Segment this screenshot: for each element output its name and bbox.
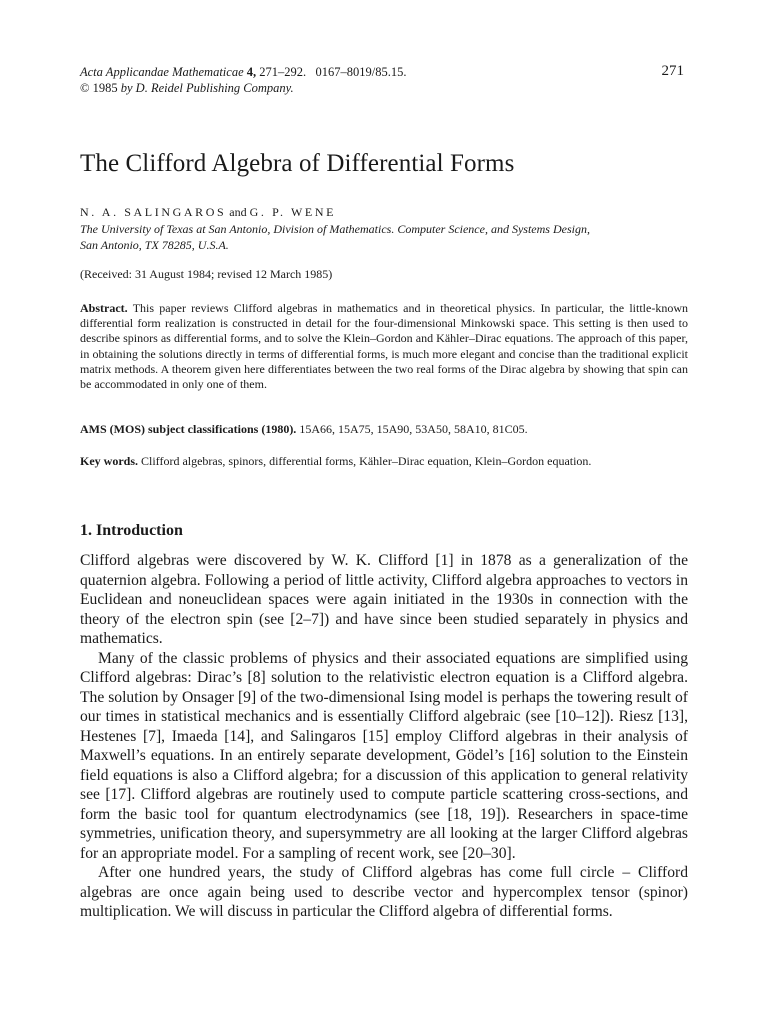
affiliation-line-2: San Antonio, TX 78285, U.S.A. xyxy=(80,238,229,252)
section-heading: 1. Introduction xyxy=(80,522,183,539)
copyright-year: 1985 xyxy=(92,81,118,95)
abstract xyxy=(80,301,688,392)
copyright-publisher: by D. Reidel Publishing Company. xyxy=(120,81,294,95)
author-2: G. P. WENE xyxy=(249,205,337,219)
ams-label: AMS (MOS) subject classifications (1980). xyxy=(80,422,297,436)
journal-pages-issn: 271–292. 0167–8019/85.15. xyxy=(259,65,407,79)
received-dates: (Received: 31 August 1984; revised 12 March 1985) xyxy=(80,267,333,281)
keywords-text: Clifford algebras, spinors, differential forms, Kähler–Dirac equation, Klein–Gordon equation. xyxy=(141,454,592,468)
affiliation-line-1: The University of Texas at San Antonio, Division of Mathematics. Computer Science, and Systems Design, xyxy=(80,222,590,236)
body-paragraph: Clifford algebras were discovered by W. K. Clifford [1] in 1878 as a generalization of the quaternion algebra. Following a period of little activity, Clifford algebra approaches to vectors in Euclidean and noneuclidean spaces were again initiated in the 1930s in connection with the theory of the electron spin (see [2–7]) and have since been studied separately in physics and mathematics. xyxy=(80,552,688,647)
copyright-line xyxy=(80,80,294,96)
keywords-label: Key words. xyxy=(80,454,138,468)
journal-name: Acta Applicandae Mathematicae xyxy=(80,65,244,79)
journal-volume: 4, xyxy=(246,65,257,79)
affiliation xyxy=(80,221,690,253)
body-paragraph: Many of the classic problems of physics and their associated equations are simplified using Clifford algebras: Dirac’s [8] solution to the relativistic electron equation is a Clifford algebra. The solution by Onsager [9] of the two-dimensional Ising model is perhaps the towering result of our times in statistical mechanics and is essentially Clifford algebraic (see [10–12]). Riesz [13], Hestenes [7], Imaeda [14], and Salingaros [15] employ Clifford algebras in their analysis of Maxwell’s equations. In an entirely separate development, Gödel’s [16] solution to the Einstein field equations is also a Clifford algebra; for a discussion of this application to general relativity see [17]. Clifford algebras are routinely used to compute particle scattering cross-sections, and form the basic tool for quantum electrodynamics (see [18, 19]). Researchers in space-time symmetries, unification theory, and supersymmetry are all looking at the larger Clifford algebras for an appropriate model. For a sampling of recent work, see [20–30]. xyxy=(80,649,688,862)
abstract-label: Abstract. xyxy=(80,301,128,315)
section-body xyxy=(80,551,688,922)
ams-classification xyxy=(80,422,528,437)
author-conjunction: and xyxy=(229,205,247,219)
body-paragraph: After one hundred years, the study of Clifford algebras has come full circle – Clifford algebras are once again being used to describe vector and hypercomplex tensor (spinor) multiplication. We will discuss in particular the Clifford algebra of differential forms. xyxy=(80,864,688,920)
keywords xyxy=(80,454,591,469)
abstract-text: This paper reviews Clifford algebras in mathematics and in theoretical physics. In particular, the little-known differential form realization is constructed in detail for the four-dimensional Minkowski space. This setting is then used to describe spinors as differential forms, and to solve the Klein–Gordon and Kähler–Dirac equations. The approach of this paper, in obtaining the solutions directly in terms of differential forms, is much more elegant and concise than the traditional explicit matrix methods. A theorem given here differentiates between the two real forms of the Dirac algebra by showing that spin can be accommodated in only one of them. xyxy=(80,301,688,392)
page-number: 271 xyxy=(661,63,684,79)
ams-codes: 15A66, 15A75, 15A90, 53A50, 58A10, 81C05. xyxy=(299,422,528,436)
author-1: N. A. SALINGAROS xyxy=(80,205,227,219)
paper-title: The Clifford Algebra of Differential Forms xyxy=(80,150,515,177)
copyright-symbol: © xyxy=(80,81,90,95)
author-line xyxy=(80,205,336,220)
journal-citation xyxy=(80,64,406,80)
